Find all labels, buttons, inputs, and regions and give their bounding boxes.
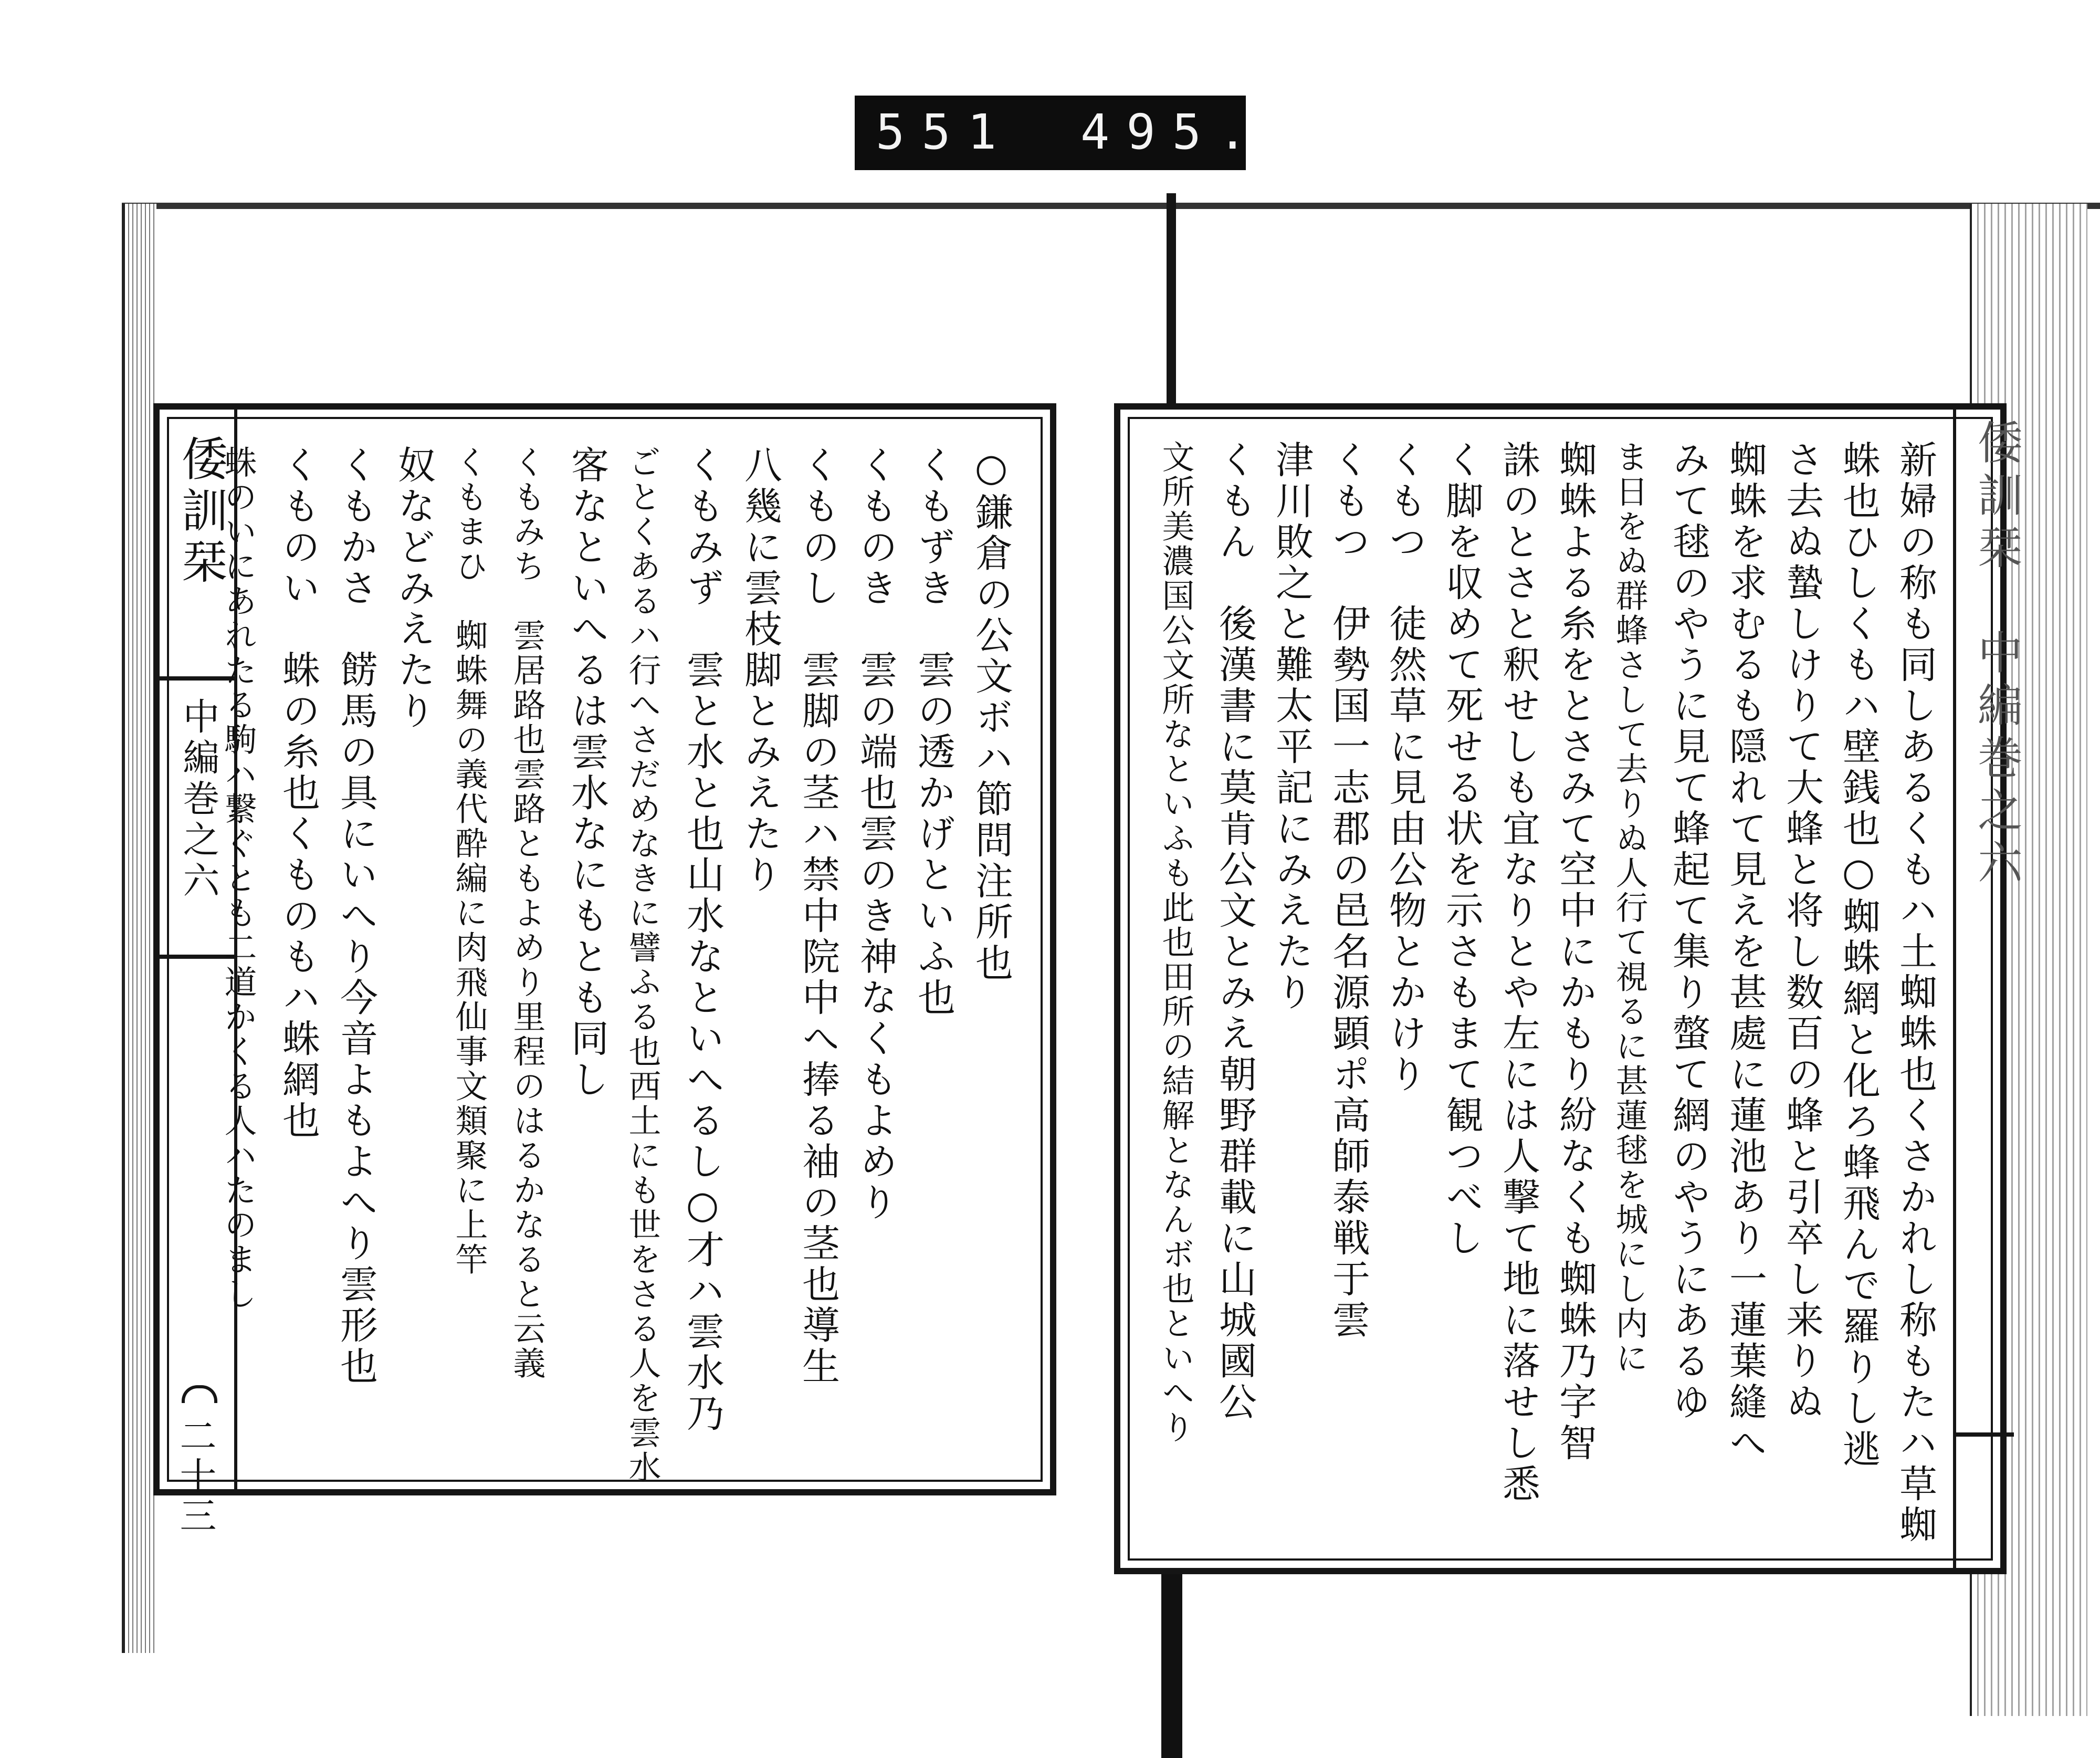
left-col-12: くもかさ 餝馬の具にいへり今音よもよへり雲形也 — [334, 445, 378, 1387]
right-col-4: 蜘蛛を求むるも隠れて見えを甚處に蓮池あり一蓮葉縫へ — [1723, 440, 1767, 1464]
right-col-2: 蛛也ひしくもハ壁銭也○蜘蛛網と化ろ蜂飛んで羅りし逃 — [1836, 440, 1881, 1470]
left-col-8: 客なといへるは雲水なにもとも同し — [565, 445, 609, 1101]
top-rule — [122, 203, 2100, 209]
left-col-5: 八幾に雲枝脚とみえたり — [738, 445, 782, 896]
right-col-3: さ去ぬ蟄しけりて大蜂と将し数百の蜂と引卒し来りぬ — [1780, 440, 1824, 1423]
right-col-8: 誅のとさと釈せしも宜なりとや左には人撃て地に落せし悉 — [1496, 440, 1540, 1505]
right-col-13: くもん 後漢書に莫肯公文とみえ朝野群載に山城國公 — [1213, 440, 1257, 1423]
book-title: 倭訓栞 — [174, 435, 228, 589]
folio-number: 二十三 — [174, 1417, 217, 1536]
left-col-2: くもずき 雲の透かげといふ也 — [911, 445, 956, 1019]
left-col-11: 奴などみえたり — [392, 445, 436, 732]
right-col-12: 津川敗之と難太平記にみえたり — [1269, 440, 1314, 1013]
right-margin-separator — [1956, 1432, 2014, 1437]
left-col-13: くものい 蛛の糸也くものもハ蛛網也 — [276, 445, 320, 1142]
left-col-1: ○鎌倉の公文ボハ節問注所也 — [969, 445, 1013, 984]
running-title: 倭訓栞 中編巻之六 — [1970, 419, 2022, 892]
left-col-14: 蛛のいにあれたる駒ハ繋ぐとも二道かくる人ハたのまし — [219, 445, 257, 1312]
right-col-7: 蜘蛛よる糸をとさみて空中にかもり紛なくも蜘蛛乃字智 — [1553, 440, 1597, 1464]
right-margin-bar — [1953, 403, 2022, 1574]
folio-mark-icon — [182, 1385, 217, 1403]
right-col-1: 新婦の称も同しあるくもハ土蜘蛛也くさかれし称もたハ草蜘 — [1893, 440, 1937, 1546]
right-col-9: く脚を収めて死せる状を示さもまて観つべし — [1440, 440, 1484, 1259]
right-col-6: ま日をぬ群蜂さして去りぬ人行て視るに甚蓮毬を城にし内に — [1610, 440, 1648, 1376]
left-col-4: くものし 雲脚の茎ハ禁中院中へ捧る袖の茎也導生 — [796, 445, 840, 1387]
right-col-14: 文所美濃国公文所なといふも此也田所の結解となんボ也といへり — [1157, 440, 1195, 1445]
volume-label: 中編巻之六 — [177, 697, 220, 902]
archive-number-left: 551 — [876, 104, 1014, 160]
book-spread — [122, 193, 2100, 1716]
left-col-9: くもみち 雲居路也雲路ともよめり里程のはるかなると云義 — [508, 445, 546, 1381]
right-col-11: くもつ 伊勢国一志郡の邑名源顕ポ高師泰戦于雲 — [1326, 440, 1370, 1341]
left-page-edge — [122, 204, 156, 1653]
right-col-10: くもつ 徒然草に見由公物とかけり — [1383, 440, 1427, 1095]
archive-label — [855, 96, 1264, 170]
left-col-3: くものき 雲の端也雲のき神なくもよめり — [854, 445, 898, 1223]
left-col-10: くもまひ 蜘蛛舞の義代酔編に肉飛仙事文類聚に上竿 — [450, 445, 488, 1277]
left-col-6: くもみず 雲と水と也山水なといへるし○才ハ雲水乃 — [680, 445, 724, 1435]
right-col-5: みて毬のやうに見て蜂起て集り螫て網のやうにあるゆ — [1666, 440, 1710, 1423]
left-col-7: ごとくあるハ行へさだめなきに譬ふる也西土にも世をさる人を雲水 — [623, 445, 662, 1485]
archive-number-right: 495. — [1080, 104, 1264, 160]
